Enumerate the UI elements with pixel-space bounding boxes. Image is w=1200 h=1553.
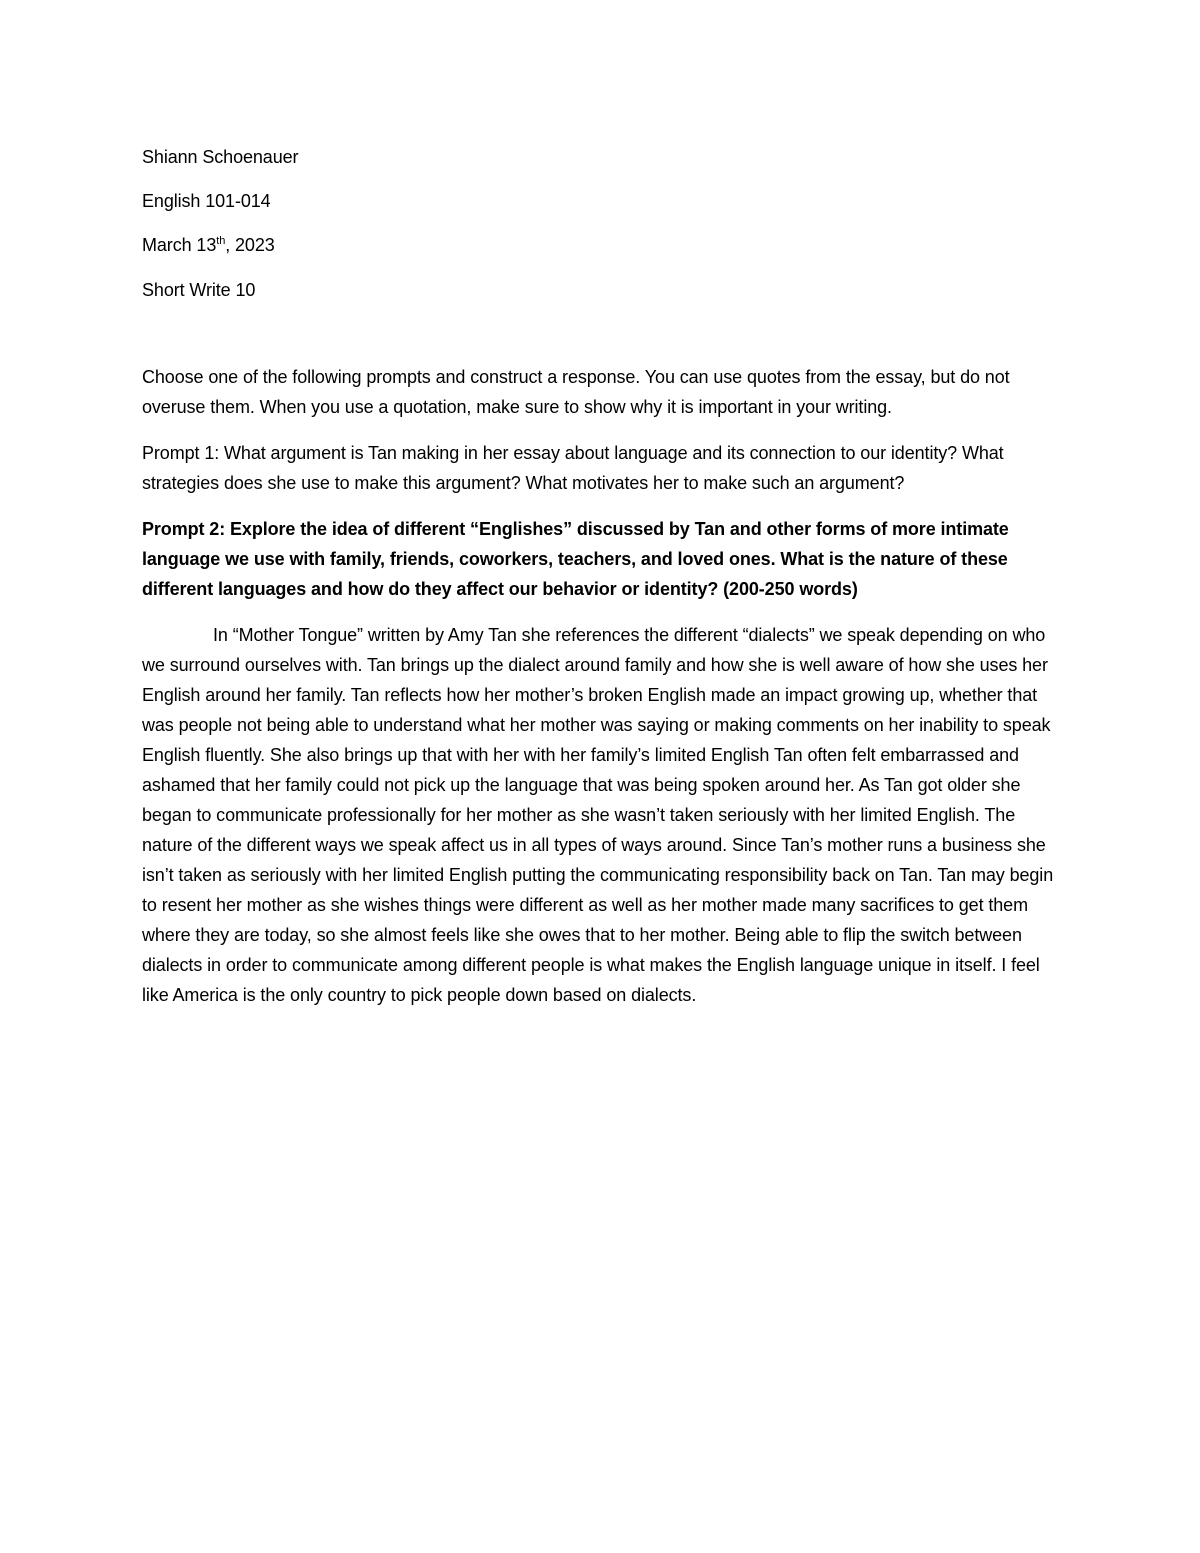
response-paragraph: In “Mother Tongue” written by Amy Tan she references the different “dialects” we speak depending on who we surround ourselves with. Tan brings up the dialect around family and how she is well aware of how she uses her English around her family. Tan reflects how her mother’s broken English made an impact growing up, whether that was people not being able to understand what her mother was saying or making comments on her inability to speak English fluently. She also brings up that with her with her family’s limited English Tan often felt embarrassed and ashamed that her family could not pick up the language that was being spoken around her. As Tan got older she began to communicate professionally for her mother as she wasn’t taken seriously with her limited English. The nature of the different ways we speak affect us in all types of ways around. Since Tan’s mother runs a business she isn’t taken as seriously with her limited English putting the communicating responsibility back on Tan. Tan may begin to resent her mother as she wishes things were different as well as her mother made many sacrifices to get them where they are today, so she almost feels like she owes that to her mother. Being able to flip the switch between dialects in order to communicate among different people is what makes the English language unique in itself. I feel like America is the only country to pick people down based on dialects.	[142, 625, 1054, 1005]
author-name: Shiann Schoenauer	[142, 147, 299, 167]
date-rest: , 2023	[225, 235, 275, 255]
date-suffix: th	[216, 235, 226, 247]
assignment-title: Short Write 10	[142, 280, 256, 300]
instructions-paragraph: Choose one of the following prompts and construct a response. You can use quotes from the essay, but do not overuse them. When you use a quotation, make sure to show why it is important in your writing.	[142, 367, 1010, 417]
prompt-2-paragraph: Prompt 2: Explore the idea of different “Englishes” discussed by Tan and other forms of more intimate language we use with family, friends, coworkers, teachers, and loved ones. What is the nature of these different languages and how do they affect our behavior or identity? (200-250 words)	[142, 519, 1009, 599]
submission-date	[142, 234, 275, 256]
date-prefix: March 13	[142, 235, 217, 255]
prompt-1-paragraph: Prompt 1: What argument is Tan making in her essay about language and its connection to our identity? What strategies does she use to make this argument? What motivates her to make such an argument?	[142, 443, 1004, 493]
course-name: English 101-014	[142, 191, 271, 211]
